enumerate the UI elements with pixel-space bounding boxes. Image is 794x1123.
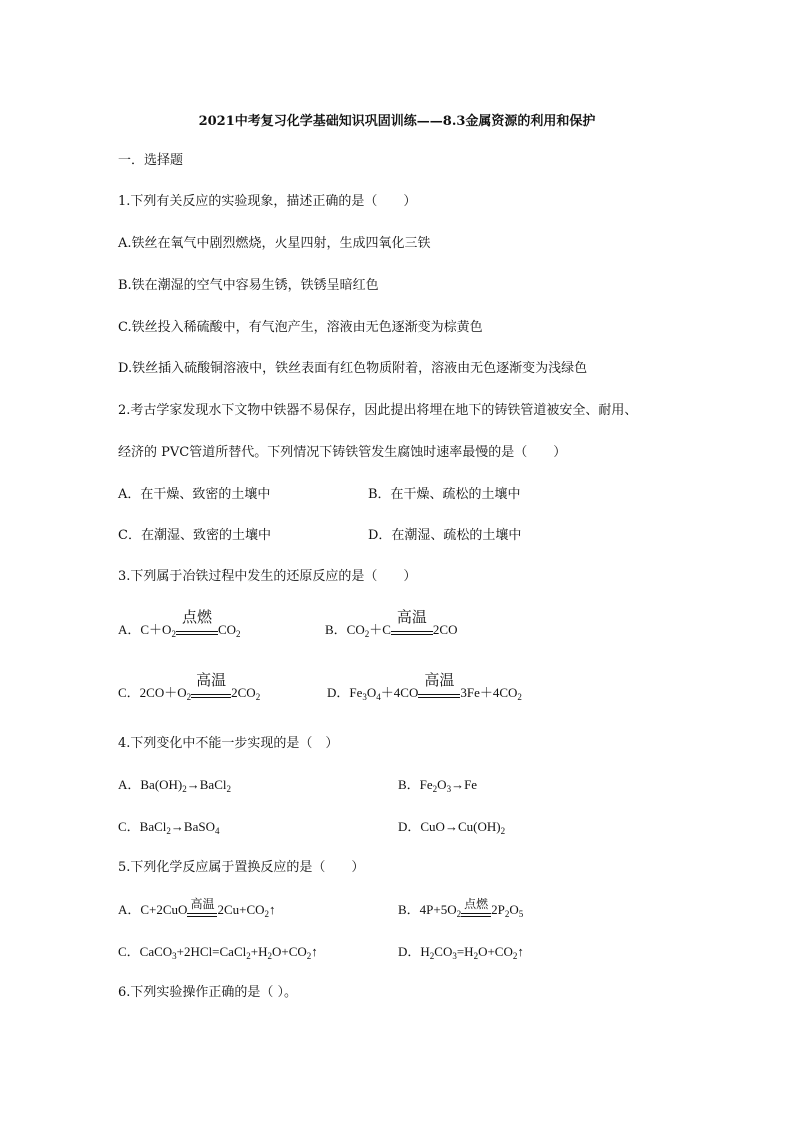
reaction-arrow <box>187 897 217 917</box>
subscript: 4 <box>376 692 381 702</box>
gas-arrow: ↑ <box>311 944 318 959</box>
question-1-option-a: A.铁丝在氧气中剧烈燃烧，火星四射，生成四氧化三铁 <box>118 236 431 251</box>
subscript: 2 <box>246 951 251 961</box>
question-2-stem-line-2: 经济的 PVC管道所替代。下列情况下铸铁管发生腐蚀时速率最慢的是（ ） <box>118 445 567 460</box>
reaction-arrow <box>461 897 491 917</box>
reactant: Fe <box>349 685 363 700</box>
question-4-option-a <box>118 777 231 793</box>
subscript: 2 <box>512 951 518 961</box>
reaction-arrow <box>418 671 460 698</box>
question-4-stem: 4.下列变化中不能一步实现的是（ ） <box>118 736 339 751</box>
subscript: 2 <box>236 629 241 639</box>
formula-text: →BaCl <box>186 777 227 792</box>
formula-text: =H <box>456 944 474 959</box>
reactant: O <box>366 685 377 700</box>
formula-text: B．Fe <box>398 777 433 792</box>
subscript: 2 <box>226 784 231 794</box>
gas-arrow: ↑ <box>517 944 524 959</box>
reactants: 2CO＋O <box>139 685 187 700</box>
question-3-stem: 3.下列属于冶铁过程中发生的还原反应的是（ ） <box>118 569 417 584</box>
subscript: 2 <box>500 826 506 836</box>
subscript: 2 <box>456 909 462 919</box>
formula-text: A．C+2CuO <box>118 902 188 917</box>
formula-text: →BaSO <box>170 819 215 834</box>
formula-text: 2Cu+CO <box>217 902 265 917</box>
reaction-arrow <box>191 671 231 698</box>
formula-text: 2P <box>491 902 505 917</box>
subscript: 2 <box>473 951 479 961</box>
reaction-condition: 高温 <box>396 608 427 626</box>
formula-text: →Fe <box>451 777 478 792</box>
subscript: 4 <box>214 826 220 836</box>
question-1-stem: 1.下列有关反应的实验现象，描述正确的是（ ） <box>118 194 417 209</box>
subscript: 3 <box>452 951 457 961</box>
question-4-option-d <box>398 819 505 835</box>
question-1-option-b: B.铁在潮湿的空气中容易生锈，铁锈呈暗红色 <box>118 278 379 293</box>
formula-text: C．BaCl <box>118 819 167 834</box>
formula-text: O <box>509 902 519 917</box>
products: CO <box>217 622 237 637</box>
subscript: 2 <box>267 951 272 961</box>
formula-text: CO <box>434 944 453 959</box>
subscript: 5 <box>518 909 524 919</box>
question-2-stem-line-1: 2.考古学家发现水下文物中铁器不易保存，因此提出将埋在地下的铸铁管道被安全、耐用、 <box>118 403 638 418</box>
formula-text: D．CuO→Cu(OH) <box>398 819 501 834</box>
subscript: 2 <box>429 951 435 961</box>
question-5-option-d <box>398 944 524 960</box>
reactants: C＋O <box>140 622 172 637</box>
question-3-option-d <box>327 671 522 702</box>
subscript: 2 <box>171 629 176 639</box>
question-2-option-b: B．在干燥、疏松的土壤中 <box>368 487 521 502</box>
reaction-arrow <box>176 608 218 635</box>
option-label: D． <box>327 685 350 700</box>
question-5-option-a <box>118 897 276 919</box>
formula-text: B．4P+5O <box>398 902 457 917</box>
products: 3Fe＋4CO <box>460 685 518 700</box>
formula-text: A．Ba(OH) <box>118 777 183 792</box>
question-5-stem: 5.下列化学反应属于置换反应的是（ ） <box>118 860 365 875</box>
question-2-option-a: A．在干燥、致密的土壤中 <box>118 487 271 502</box>
subscript: 2 <box>255 692 261 702</box>
subscript: 3 <box>446 784 452 794</box>
formula-text: +2HCl=CaCl <box>176 944 247 959</box>
option-label: B． <box>325 622 347 637</box>
subscript: 2 <box>186 692 192 702</box>
subscript: 2 <box>166 826 171 836</box>
question-5-option-b <box>398 897 524 919</box>
reaction-arrow <box>391 608 433 635</box>
subscript: 2 <box>517 692 522 702</box>
formula-text: O+CO <box>271 944 307 959</box>
products: 2CO <box>432 622 458 637</box>
reaction-condition: 点燃 <box>464 897 489 911</box>
subscript: 2 <box>182 784 187 794</box>
subscript: 2 <box>306 951 312 961</box>
subscript: 3 <box>172 951 177 961</box>
question-3-option-b <box>325 608 458 639</box>
gas-arrow: ↑ <box>269 902 276 917</box>
question-4-option-c <box>118 819 219 835</box>
formula-text: O <box>437 777 447 792</box>
question-1-option-d: D.铁丝插入硫酸铜溶液中，铁丝表面有红色物质附着，溶液由无色逐渐变为浅绿色 <box>118 361 588 376</box>
subscript: 2 <box>504 909 510 919</box>
formula-text: C．CaCO <box>118 944 173 959</box>
question-1-option-c: C.铁丝投入稀硫酸中，有气泡产生，溶液由无色逐渐变为棕黄色 <box>118 320 483 335</box>
document-title: 2021中考复习化学基础知识巩固训练——8.3金属资源的利用和保护 <box>198 114 596 129</box>
option-label: A． <box>118 622 141 637</box>
formula-text: O+CO <box>478 944 513 959</box>
question-5-option-c <box>118 944 318 960</box>
option-label: C． <box>118 685 140 700</box>
subscript: 3 <box>362 692 367 702</box>
formula-text: +H <box>250 944 268 959</box>
reaction-condition: 点燃 <box>181 608 212 626</box>
reactant: ＋C <box>369 622 391 637</box>
question-4-option-b <box>398 777 477 793</box>
question-2-option-d: D．在潮湿、疏松的土壤中 <box>368 528 522 543</box>
section-heading: 一．选择题 <box>118 153 184 168</box>
subscript: 2 <box>364 629 370 639</box>
question-6-stem: 6.下列实验操作正确的是（ ）。 <box>118 985 298 1000</box>
subscript: 2 <box>432 784 438 794</box>
reactant: CO <box>346 622 365 637</box>
subscript: 2 <box>264 909 270 919</box>
formula-text: D．H <box>398 944 430 959</box>
reaction-condition: 高温 <box>424 671 455 689</box>
question-3-option-a <box>118 608 241 639</box>
reaction-condition: 高温 <box>196 671 227 689</box>
reactant: ＋4CO <box>380 685 419 700</box>
question-3-option-c <box>118 671 261 702</box>
products: 2CO <box>231 685 256 700</box>
question-2-option-c: C．在潮湿、致密的土壤中 <box>118 528 271 543</box>
reaction-condition: 高温 <box>190 897 215 911</box>
